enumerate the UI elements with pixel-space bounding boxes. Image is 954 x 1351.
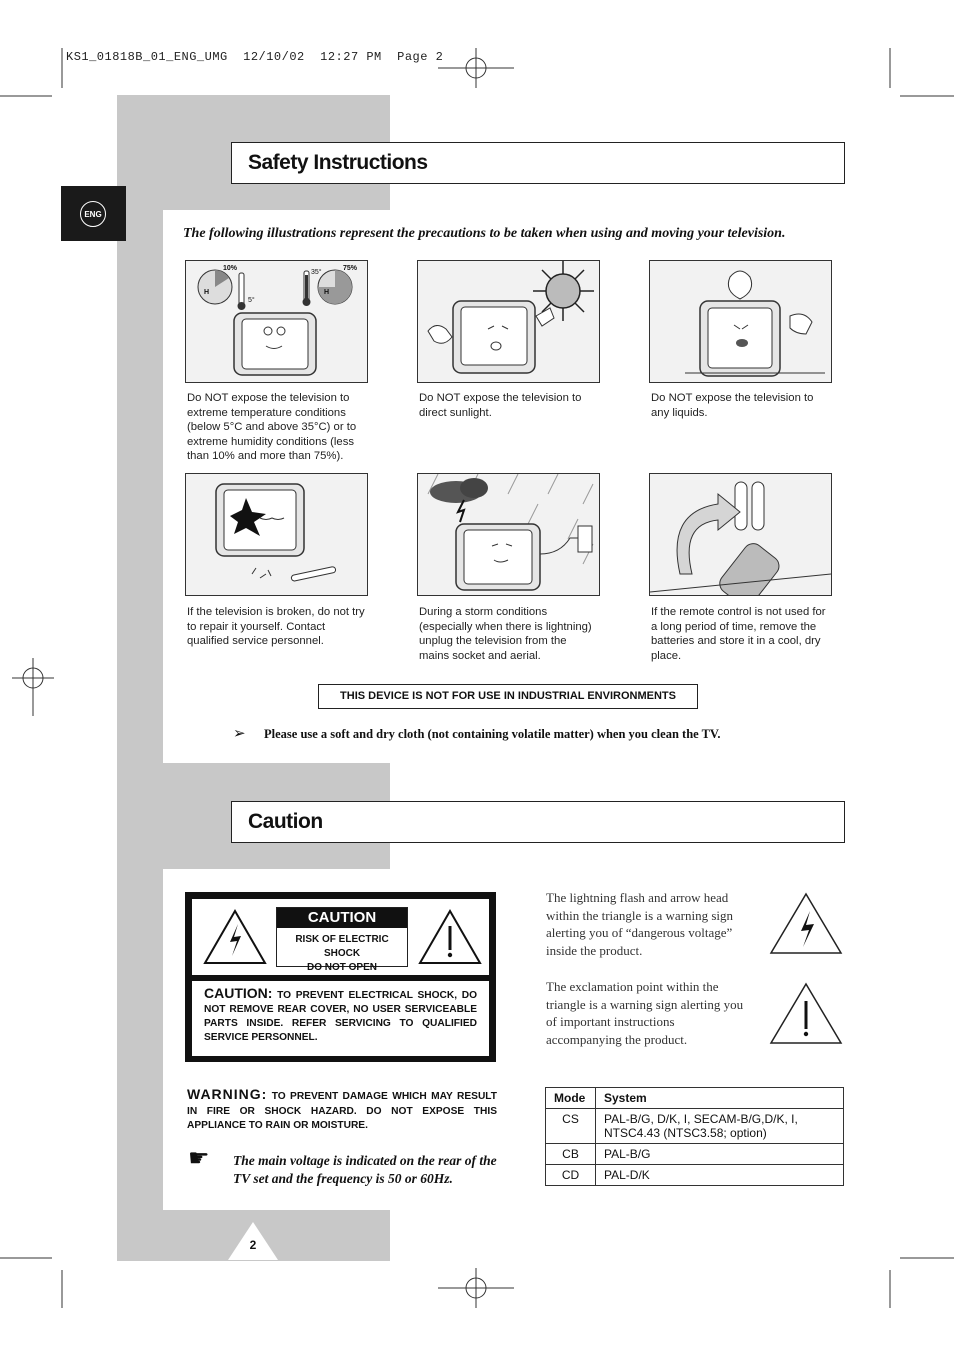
arrow-icon: ➢ bbox=[233, 725, 246, 742]
table-cell-system: PAL-B/G, D/K, I, SECAM-B/G,D/K, I, NTSC4.43 (NTSC3.58; option) bbox=[596, 1109, 844, 1144]
table-cell-mode: CS bbox=[546, 1109, 596, 1144]
illustration-broken bbox=[185, 473, 368, 596]
cleaning-tip: Please use a soft and dry cloth (not containing volatile matter) when you clean the TV. bbox=[264, 727, 721, 741]
humidity-h-label-left: H bbox=[204, 289, 210, 296]
table-cell-system: PAL-D/K bbox=[596, 1165, 844, 1186]
caution-label-prefix: CAUTION: bbox=[204, 985, 273, 1001]
warning-body: TO PREVENT DAMAGE WHICH MAY RESULT IN FIRE OR SHOCK HAZARD. DO NOT EXPOSE THIS APPLIANCE TO RAIN OR MOISTURE. bbox=[187, 1091, 497, 1131]
safety-intro: The following illustrations represent the precautions to be taken when using and moving your television. bbox=[183, 226, 786, 241]
caution-label-body: TO PREVENT ELECTRICAL SHOCK, DO NOT REMOVE REAR COVER, NO USER SERVICEABLE PARTS INSIDE. REFER SERVICING TO QUALIFIED SERVICE PERSONNEL. bbox=[204, 990, 477, 1043]
mode-system-table bbox=[545, 1087, 844, 1186]
illustration-liquids bbox=[649, 260, 832, 383]
exclamation-warning-icon bbox=[768, 981, 844, 1046]
temp-low-label: 5° bbox=[248, 297, 255, 304]
caption-storm: During a storm conditions (especially when there is lightning) unplug the television from the mains socket and aerial. bbox=[419, 606, 592, 662]
humidity-h-label-right: H bbox=[324, 289, 330, 296]
table-row bbox=[546, 1144, 844, 1165]
caption-broken: If the television is broken, do not try to repair it yourself. Contact qualified service personnel. bbox=[187, 606, 365, 647]
industrial-notice: THIS DEVICE IS NOT FOR USE IN INDUSTRIAL ENVIRONMENTS bbox=[318, 684, 698, 709]
caution-label-donot: DO NOT OPEN bbox=[306, 962, 377, 973]
caution-label-heading: CAUTION bbox=[277, 908, 407, 928]
temp-high-label: 35° bbox=[311, 269, 322, 276]
table-header-mode: Mode bbox=[546, 1088, 596, 1109]
warning-text bbox=[187, 1087, 497, 1134]
print-header: KS1_01818B_01_ENG_UMG 12/10/02 12:27 PM Page 2 bbox=[66, 50, 444, 64]
lightning-warning-icon bbox=[768, 891, 844, 956]
table-header-system: System bbox=[596, 1088, 844, 1109]
safety-title-box bbox=[231, 142, 845, 184]
table-cell-system: PAL-B/G bbox=[596, 1144, 844, 1165]
table-row bbox=[546, 1109, 844, 1144]
humidity-high-label: 75% bbox=[343, 265, 358, 272]
exclamation-explanation: The exclamation point within the triangle is a warning sign alerting you of important instructions accompanying the product. bbox=[546, 979, 744, 1047]
lightning-triangle-icon bbox=[202, 908, 268, 966]
table-header-row bbox=[546, 1088, 844, 1109]
exclamation-triangle-icon bbox=[417, 908, 483, 966]
pointing-hand-icon: ☛ bbox=[188, 1145, 210, 1172]
caution-label-center bbox=[276, 907, 408, 973]
caution-title-box bbox=[231, 801, 845, 843]
illustration-remote bbox=[649, 473, 832, 596]
caution-title: Caution bbox=[248, 810, 323, 833]
humidity-low-label: 10% bbox=[223, 265, 238, 272]
illustration-sunlight bbox=[417, 260, 600, 383]
caution-label-bottom bbox=[192, 981, 489, 1056]
voltage-note: The main voltage is indicated on the rear of the TV set and the frequency is 50 or 60Hz. bbox=[233, 1153, 497, 1186]
caution-label bbox=[185, 892, 496, 1062]
caption-sunlight: Do NOT expose the television to direct sunlight. bbox=[419, 392, 582, 419]
table-cell-mode: CD bbox=[546, 1165, 596, 1186]
safety-title: Safety Instructions bbox=[248, 151, 428, 174]
caption-remote: If the remote control is not used for a long period of time, remove the batteries and store it in a cool, dry place. bbox=[651, 606, 826, 662]
illustration-storm bbox=[417, 473, 600, 596]
table-row bbox=[546, 1165, 844, 1186]
warning-prefix: WARNING: bbox=[187, 1086, 268, 1102]
illustration-temperature bbox=[185, 260, 368, 383]
caption-temperature: Do NOT expose the television to extreme temperature conditions (below 5°C and above 35°C) or to extreme humidity conditions (less than 10% and more than 75%). bbox=[187, 392, 357, 462]
page-number: 2 bbox=[249, 1238, 257, 1252]
language-badge: ENG bbox=[80, 201, 106, 227]
lightning-explanation: The lightning flash and arrow head within the triangle is a warning sign alerting you of “dangerous voltage” inside the product. bbox=[546, 890, 734, 958]
table-cell-mode: CB bbox=[546, 1144, 596, 1165]
caption-liquids: Do NOT expose the television to any liquids. bbox=[651, 392, 814, 419]
caution-label-risk: RISK OF ELECTRIC SHOCK bbox=[295, 934, 389, 959]
